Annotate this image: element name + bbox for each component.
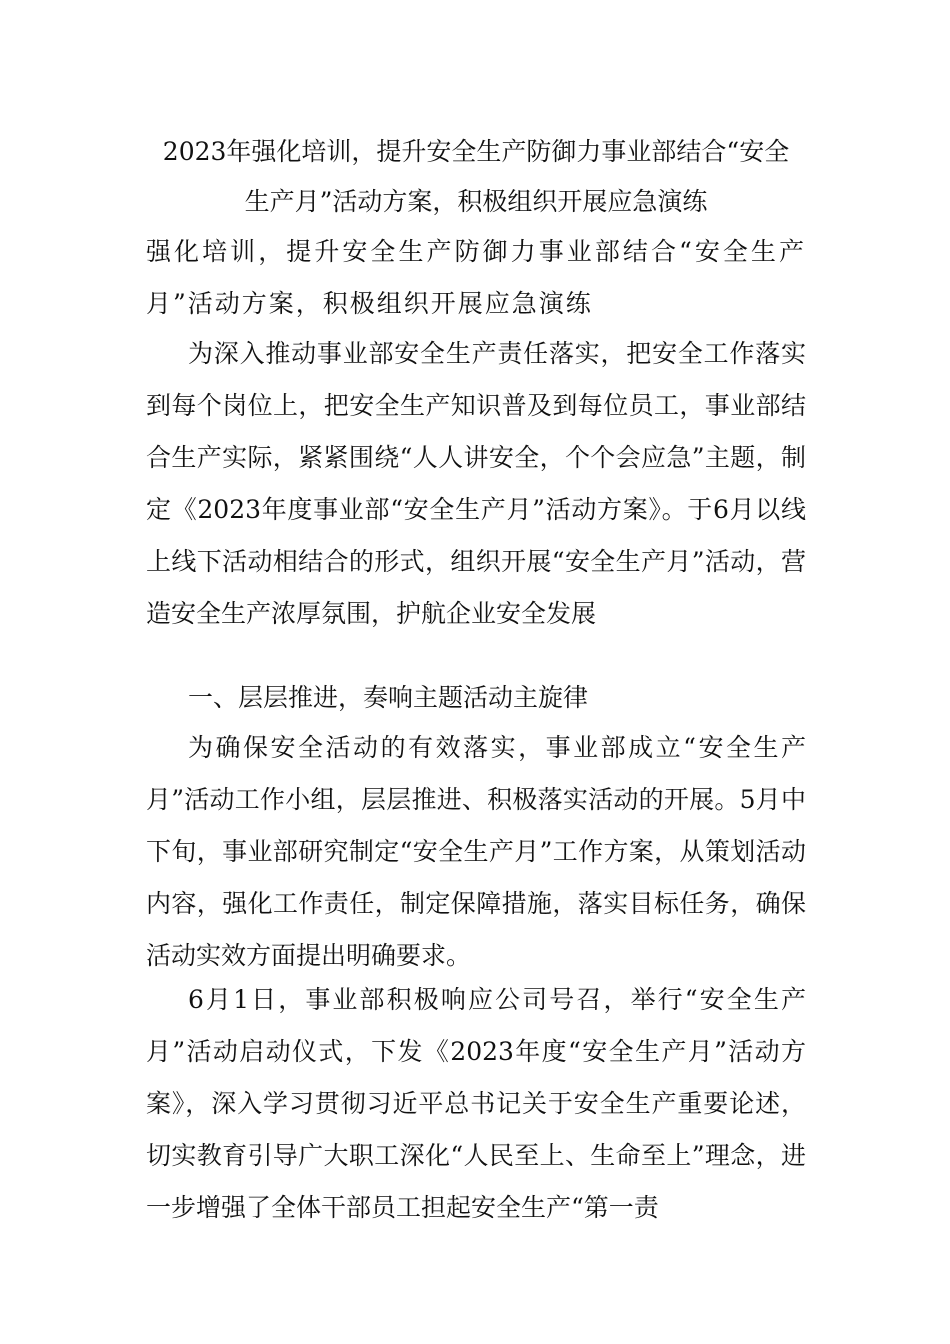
intro-paragraph: 为深入推动事业部安全生产责任落实，把安全工作落实到每个岗位上，把安全生产知识普及到每位员工，事业部结合生产实际，紧紧围绕“人人讲安全，个个会应急”主题，制定《2023年度事业部“安全生产月”活动方案》。于6月以线上线下活动相结合的形式，组织开展“安全生产月”活动，营造安全生产浓厚氛围，护航企业安全发展 <box>146 339 806 628</box>
section-paragraph-1: 为确保安全活动的有效落实，事业部成立“安全生产月”活动工作小组，层层推进、积极落实活动的开展。5月中下旬，事业部研究制定“安全生产月”工作方案，从策划活动内容，强化工作责任，制定保障措施，落实目标任务，确保活动实效方面提出明确要求。 <box>146 733 806 970</box>
section-heading: 一、层层推进，奏响主题活动主旋律 <box>188 683 589 712</box>
title-line-2: 生产月”活动方案，积极组织开展应急演练 <box>244 187 708 216</box>
document-subtitle: 强化培训，提升安全生产防御力事业部结合“安全生产月”活动方案，积极组织开展应急演练 <box>146 237 806 318</box>
title-line-1: 2023年强化培训，提升安全生产防御力事业部结合“安全 <box>162 137 790 166</box>
section-paragraph-2: 6月1日，事业部积极响应公司号召，举行“安全生产月”活动启动仪式，下发《2023年度“安全生产月”活动方案》，深入学习贯彻习近平总书记关于安全生产重要论述，切实教育引导广大职工深化“人民至上、生命至上”理念，进一步增强了全体干部员工担起安全生产“第一责 <box>146 985 806 1222</box>
